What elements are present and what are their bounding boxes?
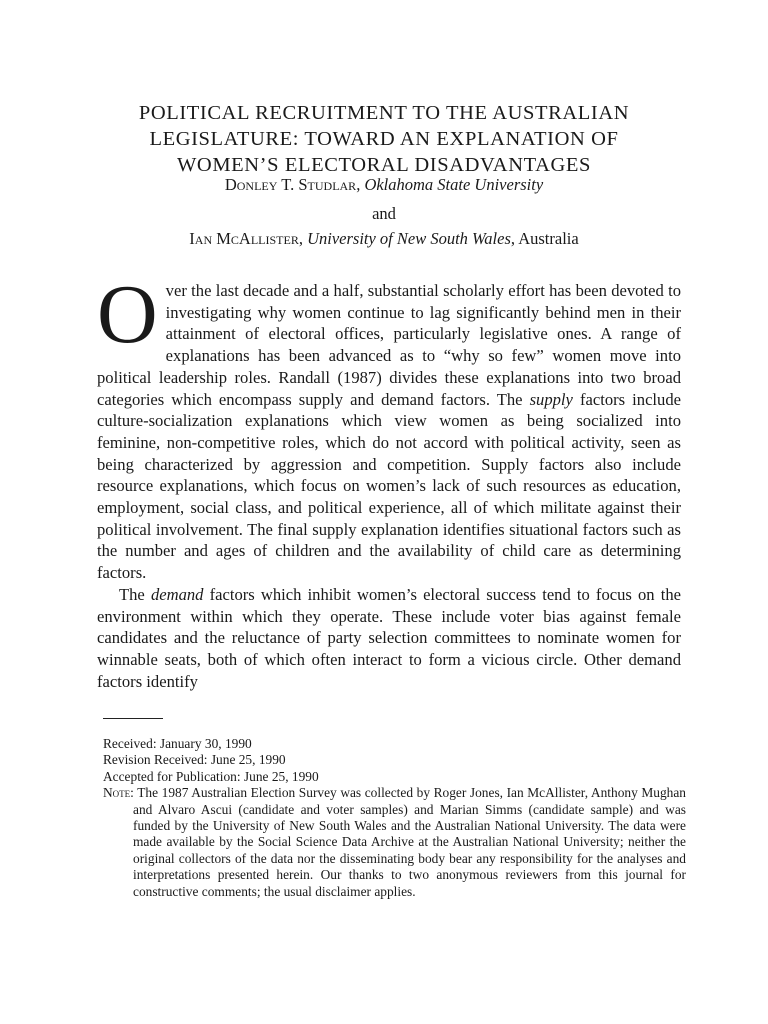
p1-text-b: factors include culture-socialization explanations which view women as being socialized into feminine, non-competitive roles, which do not accord with political activity, seen as being characterized by aggression and competition. Supply factors also include resource explanations, which focus on women’s lack of such resources as education, employment, social class, and political experience, all of which militate against their political involvement. The final supply explanation identifies situational factors such as the number and ages of children and the availability of child care as determining factors. [97,389,681,583]
drop-cap: O [97,268,158,361]
p2-emphasis-demand: demand [150,584,204,604]
title-line-2: LEGISLATURE: TOWARD AN EXPLANATION OF [149,128,619,150]
author-2-affiliation: University of New South Wales [307,229,511,248]
title-line-1: POLITICAL RECRUITMENT TO THE AUSTRALIAN [138,102,630,124]
note-label: Note: [103,785,134,801]
p2-text-a: The [119,584,151,604]
acknowledgement-note [103,785,686,900]
title-line-3: WOMEN’S ELECTORAL DISADVANTAGES [176,154,592,176]
article-title [60,100,708,178]
p2-text-b: factors which inhibit women’s electoral success tend to focus on the environment within which they operate. These include voter bias against female candidates and the reluctance of party selection committees to nominate women for winnable seats, both of which often interact to form a vicious circle. Other demand factors identify [97,584,681,691]
accepted-date: Accepted for Publication: June 25, 1990 [103,768,319,784]
author-conjunction: and [372,204,396,223]
note-text: The 1987 Australian Election Survey was collected by Roger Jones, Ian McAllister, Anthony Mughan and Alvaro Ascui (candidate and voter samples) and Marian Simms (candidate sample) and was funded by the University of New South Wales and the Australian National University. The data were made available by the Social Science Data Archive at the Australian National University; neither the original collectors of the data nor the disseminating body bear any responsibility for the analyses and interpretations presented herein. Our thanks to two anonymous reviewers from this journal for constructive comments; the usual disclaimer applies. [133,785,686,899]
author-2-country: Australia [518,229,579,248]
p1-emphasis-supply: supply [529,389,573,409]
body-paragraph-1 [97,268,681,584]
body-paragraph-2 [97,584,681,693]
author-2-byline: Ian McAllister, University of New South Wales, Australia [189,229,579,248]
note-paragraph [103,785,686,900]
revision-date: Revision Received: June 25, 1990 [103,752,286,768]
author-2-name: Ian McAllister [189,229,299,248]
footnotes [103,736,686,900]
author-1-byline: Donley T. Studlar, Oklahoma State University [224,175,544,194]
footnote-divider [103,718,163,719]
article-body [97,268,681,692]
received-date: Received: January 30, 1990 [103,736,252,751]
author-1-affiliation: Oklahoma State University [364,175,544,194]
p1-text-a: ver the last decade and a half, substantial scholarly effort has been devoted to investigating why women continue to lag significantly behind men in their attainment of electoral offices, particularly legislative ones. A range of explanations has been advanced as to “why so few” women move into political leadership roles. Randall (1987) divides these explanations into two broad categories which encompass supply and demand factors. The [97,281,681,409]
author-1-name: Donley T. Studlar [224,175,357,194]
